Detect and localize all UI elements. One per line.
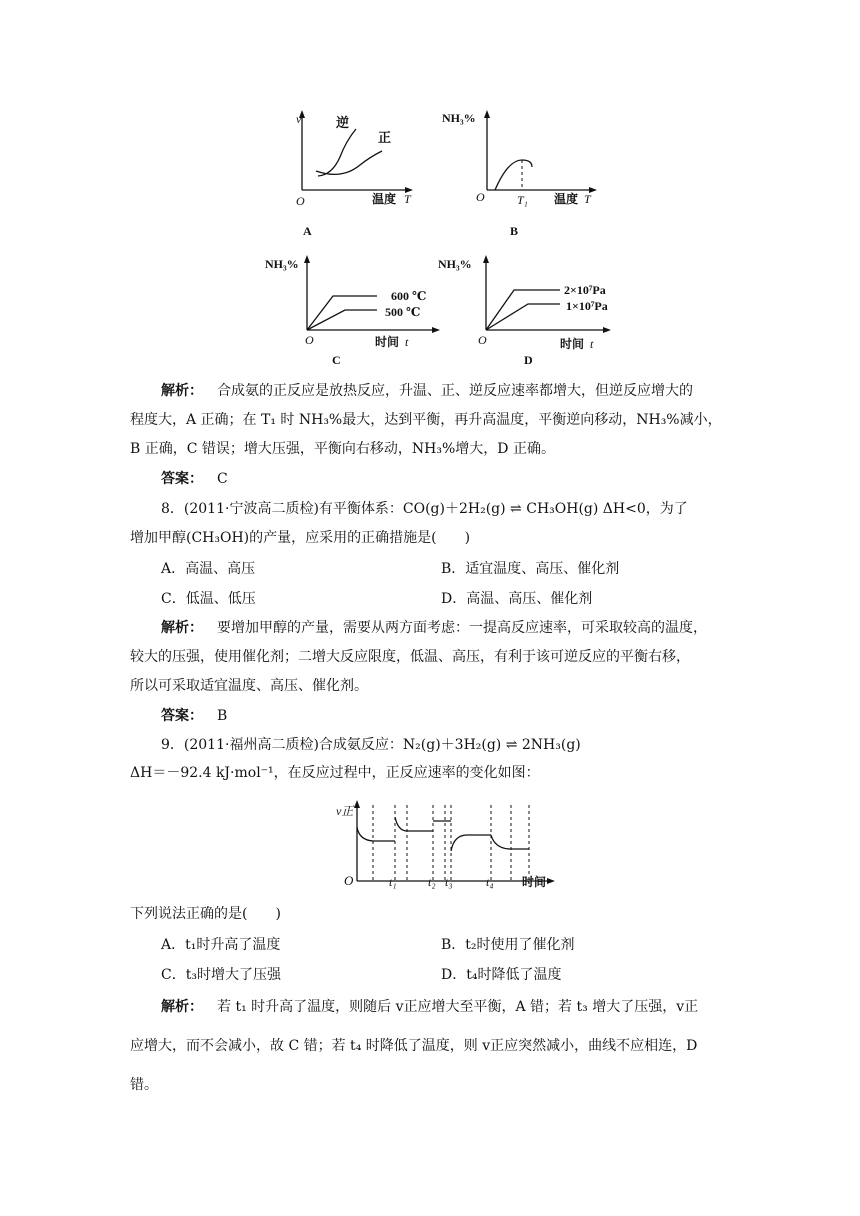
q9-option-c: C．t₃时增大了压强 (161, 967, 281, 983)
a-reverse-label: 逆 (336, 115, 350, 130)
q8-answer (161, 706, 227, 726)
q8-option-a: A．高温、高压 (161, 561, 256, 577)
q7-analysis-line-3: B 正确，C 错误；增大压强，平衡向右移动，NH₃%增大，D 正确。 (130, 441, 555, 457)
q9-option-a: A．t₁时升高了温度 (161, 937, 281, 953)
q9-stem-line-1: 9．(2011·福州高二质检)合成氨反应：N₂(g)＋3H₂(g) ⇌ 2NH₃(g) (161, 737, 581, 753)
line-500c (307, 310, 377, 330)
figure-d-svg (438, 252, 638, 370)
q8-stem-line-1: 8．(2011·宁波高二质检)有平衡体系：CO(g)＋2H₂(g) ⇌ CH₃OH(g) ΔH<0，为了 (161, 501, 688, 517)
a-caption: A (303, 224, 312, 238)
q8-option-d: D．高温、高压、催化剂 (441, 591, 593, 607)
q9-x-label: 时间 (522, 875, 547, 889)
figure-c (265, 252, 465, 370)
c-line-high: 600 ℃ (391, 289, 427, 303)
q9-option-b: B．t₂时使用了催化剂 (441, 937, 575, 953)
q8-answer-label: 答案： (161, 708, 203, 724)
q9-origin: O (344, 873, 354, 888)
q9-analysis-line-3: 错。 (130, 1077, 158, 1093)
q7-analysis-line-2: 程度大，A 正确；在 T₁ 时 NH₃%最大，达到平衡，再升高温度，平衡逆向移动，NH₃%减小， (130, 412, 722, 428)
q8-option-b: B．适宜温度、高压、催化剂 (441, 561, 620, 577)
q8-analysis-label: 解析： (161, 620, 203, 636)
forward-rate-curve (316, 151, 382, 174)
q9-tick-t2: t₂ (428, 875, 436, 889)
c-caption: C (332, 353, 341, 367)
figure-b-svg (442, 105, 602, 238)
figure-a (280, 105, 420, 238)
q8-analysis-line-2: 较大的压强，使用催化剂；二增大反应限度，低温、高压，有利于该可逆反应的平衡右移， (130, 649, 690, 665)
d-y-label: NH₃% (438, 257, 472, 271)
q9-stem-line-2: ΔH＝－92.4 kJ·mol⁻¹，在反应过程中，正反应速率的变化如图： (130, 765, 540, 781)
b-x-label: 温度 (554, 192, 579, 206)
figure-a-svg (280, 105, 420, 238)
q7-answer (161, 469, 228, 489)
c-y-label: NH₃% (265, 257, 299, 271)
a-x-label: 温度 (372, 192, 397, 206)
a-x-var: T (404, 192, 411, 206)
a-forward-label: 正 (378, 130, 392, 145)
d-x-var: t (590, 337, 594, 351)
d-caption: D (524, 353, 533, 367)
q7-answer-label: 答案： (161, 471, 203, 487)
figure-q9-svg (332, 795, 562, 895)
q9-analysis-label: 解析： (161, 999, 203, 1015)
b-x-var: T (584, 192, 591, 206)
q9-analysis-line-1: 解析： 若 t₁ 时升高了温度，则随后 v正应增大至平衡，A 错；若 t₃ 增大了压强，v正 (161, 999, 699, 1015)
q8-stem-line-2: 增加甲醇(CH₃OH)的产量，应采用的正确措施是( ) (130, 530, 471, 546)
d-line-high: 2×10⁷Pa (564, 283, 606, 297)
figure-c-svg (265, 252, 465, 370)
q9-rate-curve (357, 817, 529, 851)
nh3-curve (495, 160, 532, 190)
q8-option-c: C．低温、低压 (161, 591, 256, 607)
a-y-label: v (296, 112, 302, 126)
b-caption: B (510, 224, 519, 238)
q9-tick-t1: t₁ (389, 875, 397, 889)
a-origin: O (296, 194, 305, 208)
line-2e7pa (486, 290, 560, 330)
c-x-var: t (405, 335, 409, 349)
q9-y-label: v正 (336, 804, 354, 818)
c-origin: O (305, 333, 314, 347)
figure-q9 (332, 795, 562, 895)
d-origin: O (478, 333, 487, 347)
q9-tick-t4: t₄ (486, 875, 494, 889)
q8-answer-value: B (217, 708, 228, 724)
c-x-label: 时间 (375, 335, 400, 349)
b-origin: O (476, 190, 485, 204)
q9-dashed-lines (373, 805, 529, 881)
q8-analysis-line-1: 解析： 要增加甲醇的产量，需要从两方面考虑：一提高反应速率，可采取较高的温度， (161, 620, 707, 636)
b-x-tick: T₁ (517, 193, 528, 207)
b-y-label: NH₃% (442, 111, 476, 125)
d-line-low: 1×10⁷Pa (566, 299, 608, 313)
q9-tick-t3: t₃ (445, 875, 453, 889)
q8-analysis-line-3: 所以可采取适宜温度、高压、催化剂。 (130, 678, 368, 694)
q7-answer-value: C (217, 471, 228, 487)
figure-b (442, 105, 602, 238)
q7-analysis-line-1: 解析： 合成氨的正反应是放热反应，升温、正、逆反应速率都增大，但逆反应增大的 (161, 383, 693, 399)
figure-d (438, 252, 638, 370)
d-x-label: 时间 (560, 337, 585, 351)
q9-prompt: 下列说法正确的是( ) (130, 906, 281, 922)
c-line-low: 500 ℃ (385, 305, 421, 319)
q9-analysis-line-2: 应增大，而不会减小，故 C 错；若 t₄ 时降低了温度，则 v正应突然减小，曲线不应相连，D (130, 1038, 698, 1054)
line-1e7pa (486, 304, 560, 330)
q7-analysis-label: 解析： (161, 383, 203, 399)
reverse-rate-curve (318, 129, 356, 176)
q9-option-d: D．t₄时降低了温度 (441, 967, 562, 983)
